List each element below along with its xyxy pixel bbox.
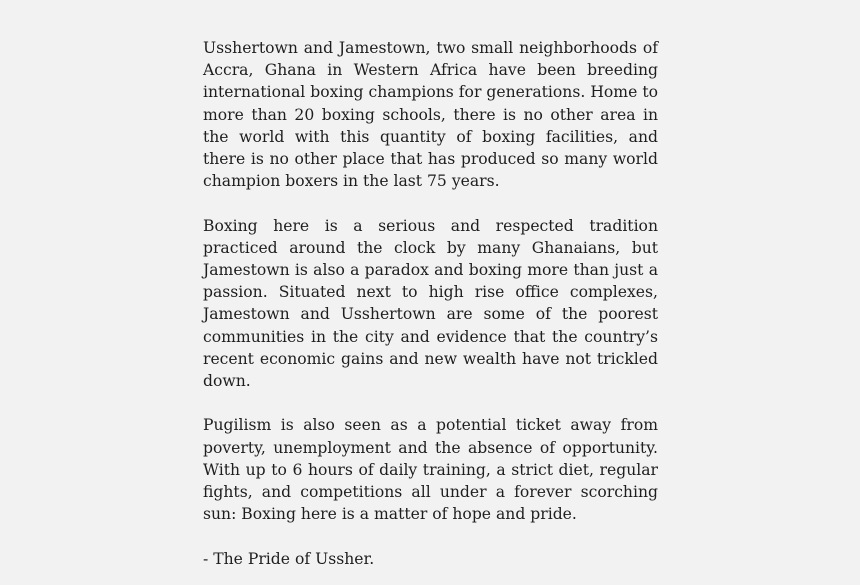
paragraph-2: Boxing here is a serious and respected tradition practiced around the clock by many Ghanaians, but Jamestown is also a paradox and boxing more than just a passion. Situated next to high rise office complexes, Jamestown and Usshertown are some of the poorest communities in the city and evidence that the country’s recent economic gains and new wealth have not trickled down. (203, 216, 658, 391)
paragraph-1: Usshertown and Jamestown, two small neighborhoods of Accra, Ghana in Western Africa have been breeding international boxing champions for generations. Home to more than 20 boxing schools, there is no other area in the world with this quantity of boxing facilities, and there is no other place that has produced so many world champion boxers in the last 75 years. (203, 39, 658, 191)
paragraph-3: Pugilism is also seen as a potential ticket away from poverty, unemployment and the absence of opportunity. With up to 6 hours of daily training, a strict diet, regular fights, and competitions all under a forever scorching sun: Boxing here is a matter of hope and pride. (203, 416, 658, 524)
signature-line: - The Pride of Ussher. (203, 549, 375, 568)
article-body (203, 37, 658, 570)
